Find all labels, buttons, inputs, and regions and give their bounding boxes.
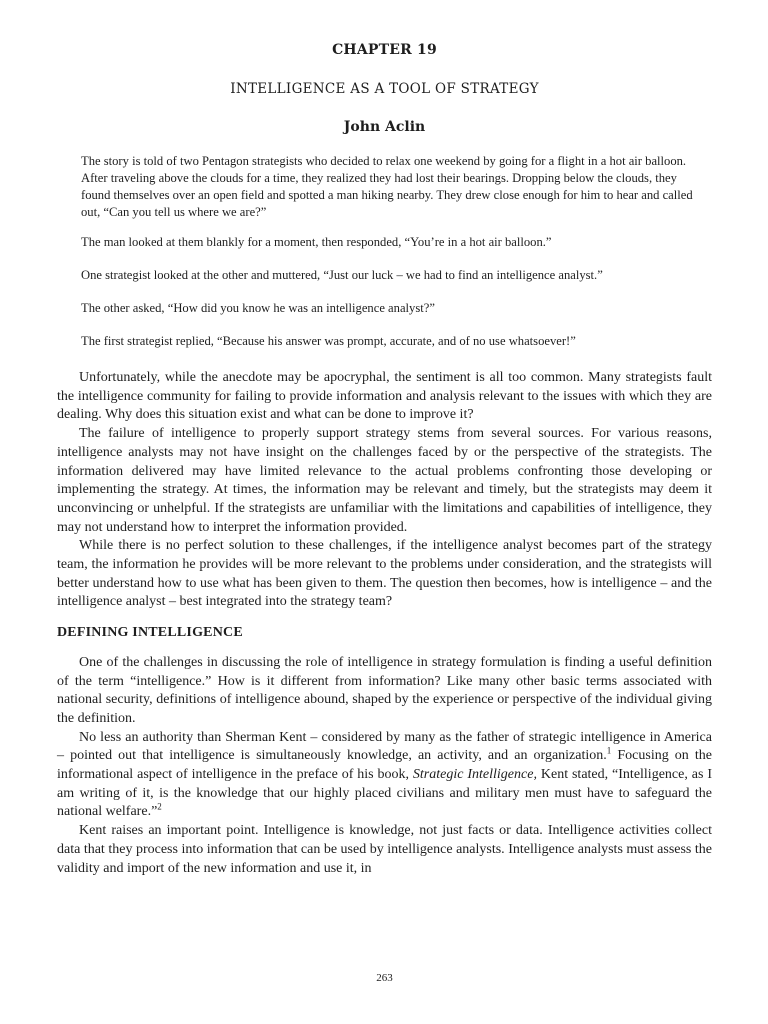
body-paragraph: Kent raises an important point. Intelligence is knowledge, not just facts or data. Intelligence activities collect data that they process into information that can be used by intelligence analysts. Intelligence analysts must assess the validity and import of the new information and use it, in [57,823,712,876]
anecdote-paragraph: The man looked at them blankly for a moment, then responded, “You’re in a hot air balloon.” [81,235,552,249]
page-number: 263 [376,972,393,984]
body-text [57,369,712,878]
opening-anecdote [81,153,693,366]
author-name: John Aclin [343,119,426,135]
anecdote-paragraph: The first strategist replied, “Because his answer was prompt, accurate, and of no use whatsoever!” [81,334,576,348]
chapter-number: CHAPTER 19 [332,42,437,58]
paragraph-text: Focusing on the informational aspect of intelligence in the preface of his book, [57,748,713,783]
body-paragraph: While there is no perfect solution to these challenges, if the intelligence analyst becomes part of the strategy team, the information he provides will be more relevant to the problems under consideration, and the strategists will better understand how to use what has been given to them. The question then becomes, how is intelligence – and the intelligence analyst – best integrated into the strategy team? [57,538,712,610]
book-title: Strategic Intelligence, [412,767,537,783]
paragraph-text: Kent stated, “Intelligence, as I am writing of it, is the knowledge that our highly placed civilians and military men must have to safeguard the national welfare.” [57,767,712,820]
document-page [57,0,712,1024]
anecdote-paragraph: The story is told of two Pentagon strategists who decided to relax one weekend by going for a flight in a hot air balloon. After traveling above the clouds for a time, they realized they had lost their bearings. Dropping below the clouds, they found themselves over an open field and spotted a man hiking nearby. They drew close enough for him to hear and called out, “Can you tell us where we are?” [81,154,693,219]
footnote-reference[interactable]: 1 [606,745,612,756]
section-heading: DEFINING INTELLIGENCE [57,625,243,641]
body-paragraph: Unfortunately, while the anecdote may be apocryphal, the sentiment is all too common. Many strategists fault the intelligence community for failing to provide information and analysis relevant to the issues with which they are dealing. Why does this situation exist and what can be done to improve it? [57,370,712,423]
body-paragraph: The failure of intelligence to properly support strategy stems from several sources. For various reasons, intelligence analysts may not have insight on the challenges faced by or the perspective of the strategists. The information delivered may have limited relevance to the actual problems confronting those developing or implementing the strategy. At times, the information may be relevant and timely, but the strategists may deem it unconvincing or unhelpful. If the strategists are unfamiliar with the limitations and capabilities of intelligence, they may not understand how to interpret the information provided. [57,426,712,535]
footnote-reference[interactable]: 2 [157,801,162,812]
anecdote-paragraph: The other asked, “How did you know he was an intelligence analyst?” [81,301,435,315]
anecdote-paragraph: One strategist looked at the other and muttered, “Just our luck – we had to find an intelligence analyst.” [81,268,603,282]
body-paragraph-with-footnotes [57,729,712,823]
body-paragraph: One of the challenges in discussing the role of intelligence in strategy formulation is finding a useful definition of the term “intelligence.” How is it different from information? Like many other basic terms associated with national security, definitions of intelligence abound, shaped by the experience or perspective of the individual giving the definition. [57,654,712,726]
paragraph-text: No less an authority than Sherman Kent – considered by many as the father of strategic intelligence in America – pointed out that intelligence is simultaneously knowledge, an activity, and an organization. [57,729,712,764]
chapter-title: INTELLIGENCE AS A TOOL OF STRATEGY [230,81,539,97]
